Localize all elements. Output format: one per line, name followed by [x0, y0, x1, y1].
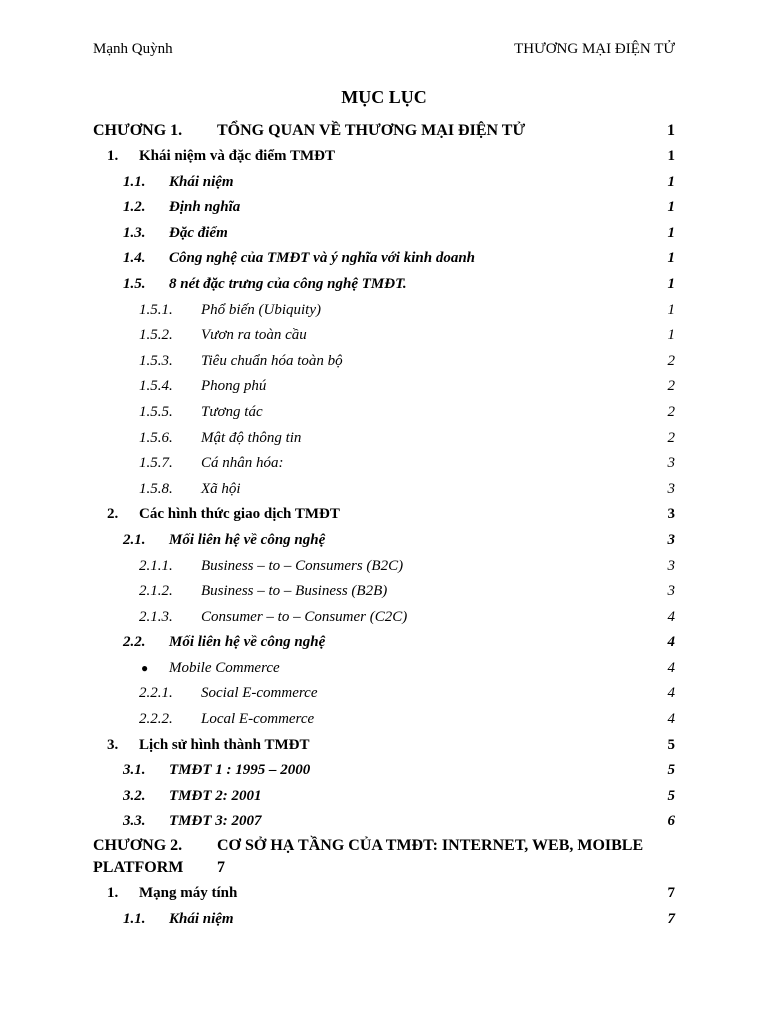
- toc-entry-title: CƠ SỞ HẠ TẦNG CỦA TMĐT: INTERNET, WEB, MOIBLE: [217, 837, 644, 855]
- toc-entry-number: 1.1.: [123, 910, 146, 927]
- toc-entry-page: 7: [667, 910, 675, 927]
- header-author: Mạnh Quỳnh: [93, 41, 173, 57]
- page-title: MỤC LỤC: [341, 87, 427, 107]
- toc-entry-page: 1: [667, 327, 675, 344]
- toc-entry-number: 3.: [107, 736, 119, 753]
- toc-entry-page: 1: [667, 275, 675, 292]
- toc-entry[interactable]: [93, 656, 675, 682]
- toc-entry-page: 6: [667, 813, 675, 830]
- toc-entry-number: 1.5.1.: [139, 301, 173, 318]
- toc-entry-title: Tiêu chuẩn hóa toàn bộ: [201, 352, 343, 369]
- toc-entry-number: 2.1.3.: [139, 608, 173, 625]
- toc-entry-title: Local E-commerce: [201, 711, 315, 728]
- toc-entry-title: Các hình thức giao dịch TMĐT: [139, 506, 340, 523]
- toc-entry-page: 1: [667, 173, 675, 190]
- toc-entry[interactable]: [93, 809, 675, 835]
- toc-entry[interactable]: [93, 733, 675, 759]
- toc-entry-page: 3: [667, 480, 675, 497]
- toc-entry[interactable]: [93, 630, 675, 656]
- toc-entry-page: 4: [667, 685, 675, 702]
- toc-entry-page: 3: [667, 531, 675, 548]
- toc-entry-page: 4: [667, 711, 675, 728]
- toc-entry[interactable]: [93, 272, 675, 298]
- toc-entry[interactable]: [93, 298, 675, 324]
- toc-entry[interactable]: [93, 907, 675, 933]
- toc-entry-title: Khái niệm: [169, 910, 234, 927]
- toc-entry-number: 1.3.: [123, 224, 146, 241]
- toc-entry-number: 1.5.3.: [139, 352, 173, 369]
- toc-entry-title: Vươn ra toàn cầu: [201, 327, 307, 344]
- toc-entry-number: 1.1.: [123, 173, 146, 190]
- toc-entry[interactable]: [93, 374, 675, 400]
- toc-entry-page: 4: [667, 608, 675, 625]
- toc-entry-title: Social E-commerce: [201, 685, 318, 702]
- toc-entry-page: 1: [667, 148, 675, 164]
- toc-entry-page: 2: [667, 378, 675, 395]
- toc-entry-number: 2.: [107, 506, 119, 523]
- toc-entry-number: 1.5.7.: [139, 455, 173, 472]
- toc-entry-page: 4: [667, 659, 675, 676]
- toc-entry-number: 1.5.4.: [139, 378, 173, 395]
- toc-entry-number: 2.1.1.: [139, 557, 173, 574]
- toc-entry-page: 2: [667, 429, 675, 446]
- toc-part-2: [93, 881, 675, 932]
- toc-entry-title: Phong phú: [201, 378, 267, 395]
- toc-entry-title: TỔNG QUAN VỀ THƯƠNG MẠI ĐIỆN TỬ: [217, 122, 526, 139]
- toc-part-1: [93, 118, 675, 835]
- toc-entry-title: Đặc điểm: [169, 224, 228, 241]
- toc-entry-title: Khái niệm: [169, 173, 234, 190]
- toc-entry-title: Mối liên hệ về công nghệ: [169, 634, 326, 651]
- toc-entry-page: 2: [667, 352, 675, 369]
- toc-entry-number: 1.: [107, 885, 119, 902]
- toc-entry-page: 7: [667, 885, 675, 902]
- toc-entry[interactable]: [93, 681, 675, 707]
- toc-entry-title: Mối liên hệ về công nghệ: [169, 531, 326, 548]
- toc-entry-title: Mobile Commerce: [169, 659, 280, 676]
- toc-entry[interactable]: [93, 554, 675, 580]
- toc-entry-number: 1.5.: [123, 275, 146, 292]
- toc-entry-title: Lịch sử hình thành TMĐT: [139, 736, 310, 753]
- toc-entry-title: 8 nét đặc trưng của công nghệ TMĐT.: [169, 275, 407, 292]
- toc-entry-title: TMĐT 3: 2007: [169, 813, 262, 830]
- toc-entry-number: 1.5.2.: [139, 327, 173, 344]
- toc-entry-title: Mạng máy tính: [139, 885, 238, 902]
- toc-entry-title: TMĐT 1 : 1995 – 2000: [169, 762, 311, 779]
- toc-entry-title: Cá nhân hóa:: [201, 455, 284, 472]
- bullet-icon: ●: [141, 660, 149, 675]
- toc-entry[interactable]: [93, 144, 675, 170]
- toc-entry-page: 1: [667, 250, 675, 267]
- toc-entry-title: TMĐT 2: 2001: [169, 787, 262, 804]
- toc-entry-number: 1.5.5.: [139, 403, 173, 420]
- toc-entry[interactable]: [93, 118, 675, 144]
- toc-entry-number: CHƯƠNG 1.: [93, 122, 183, 139]
- toc-entry[interactable]: [93, 195, 675, 221]
- toc-entry-number: 3.2.: [123, 787, 146, 804]
- toc-entry-page: 5: [667, 762, 675, 779]
- toc-entry[interactable]: [93, 451, 675, 477]
- toc-entry[interactable]: [93, 400, 675, 426]
- toc-entry-title: Xã hội: [201, 480, 241, 497]
- toc-entry-page: 3: [667, 557, 675, 574]
- toc-entry-title: Khái niệm và đặc điểm TMĐT: [139, 148, 335, 164]
- toc-entry-title: Định nghĩa: [169, 199, 241, 216]
- toc-entry[interactable]: [93, 758, 675, 784]
- toc-entry[interactable]: [93, 528, 675, 554]
- toc-entry[interactable]: [93, 502, 675, 528]
- toc-chapter-2[interactable]: [93, 835, 675, 881]
- toc-entry-page: 5: [667, 787, 675, 804]
- toc-entry-page: 4: [667, 634, 675, 651]
- toc-entry[interactable]: [93, 605, 675, 631]
- toc-entry[interactable]: [93, 477, 675, 503]
- toc-entry[interactable]: [93, 579, 675, 605]
- toc-entry[interactable]: [93, 426, 675, 452]
- toc-entry-number: 1.5.6.: [139, 429, 173, 446]
- toc-entry-title: Mật độ thông tin: [201, 429, 302, 446]
- toc-entry-title: Công nghệ của TMĐT và ý nghĩa với kinh doanh: [169, 250, 476, 267]
- toc-entry-title: Tương tác: [201, 403, 263, 420]
- toc-entry[interactable]: [93, 221, 675, 247]
- toc-entry[interactable]: [93, 784, 675, 810]
- table-of-contents: [93, 118, 675, 932]
- toc-entry-number: 2.1.: [123, 531, 146, 548]
- toc-entry-title-continued: PLATFORM: [93, 859, 184, 877]
- header-doc-title: THƯƠNG MẠI ĐIỆN TỬ: [514, 41, 675, 57]
- toc-entry-number: 1.2.: [123, 199, 146, 216]
- toc-entry-page: 3: [667, 583, 675, 600]
- toc-entry-number: 2.2.1.: [139, 685, 173, 702]
- toc-entry-number: 1.5.8.: [139, 480, 173, 497]
- toc-entry-title: Business – to – Consumers (B2C): [201, 557, 404, 574]
- toc-entry-title: Business – to – Business (B2B): [201, 583, 388, 600]
- toc-entry[interactable]: [93, 246, 675, 272]
- toc-entry[interactable]: [93, 707, 675, 733]
- toc-entry-number: 3.1.: [123, 762, 146, 779]
- toc-entry[interactable]: [93, 349, 675, 375]
- toc-entry-title: Consumer – to – Consumer (C2C): [201, 608, 408, 625]
- toc-entry-title: Phổ biến (Ubiquity): [201, 301, 321, 318]
- toc-entry[interactable]: [93, 881, 675, 907]
- toc-entry-number: 2.2.2.: [139, 711, 173, 728]
- toc-entry-page: 2: [667, 403, 675, 420]
- toc-entry-number: 1.4.: [123, 250, 146, 267]
- toc-entry-number: 2.2.: [123, 634, 146, 651]
- toc-entry[interactable]: [93, 323, 675, 349]
- toc-entry-page: 1: [667, 199, 675, 216]
- toc-entry-page: 7: [217, 859, 225, 877]
- toc-entry-page: 1: [667, 224, 675, 241]
- toc-entry-number: 2.1.2.: [139, 583, 173, 600]
- toc-entry-page: 1: [667, 122, 675, 139]
- toc-entry-page: 1: [667, 301, 675, 318]
- toc-entry[interactable]: [93, 170, 675, 196]
- toc-entry-number: CHƯƠNG 2.: [93, 837, 183, 855]
- toc-entry-number: 3.3.: [123, 813, 146, 830]
- toc-entry-page: 3: [667, 506, 675, 523]
- toc-entry-page: 5: [667, 736, 675, 753]
- toc-entry-number: 1.: [107, 148, 119, 164]
- toc-entry-page: 3: [667, 455, 675, 472]
